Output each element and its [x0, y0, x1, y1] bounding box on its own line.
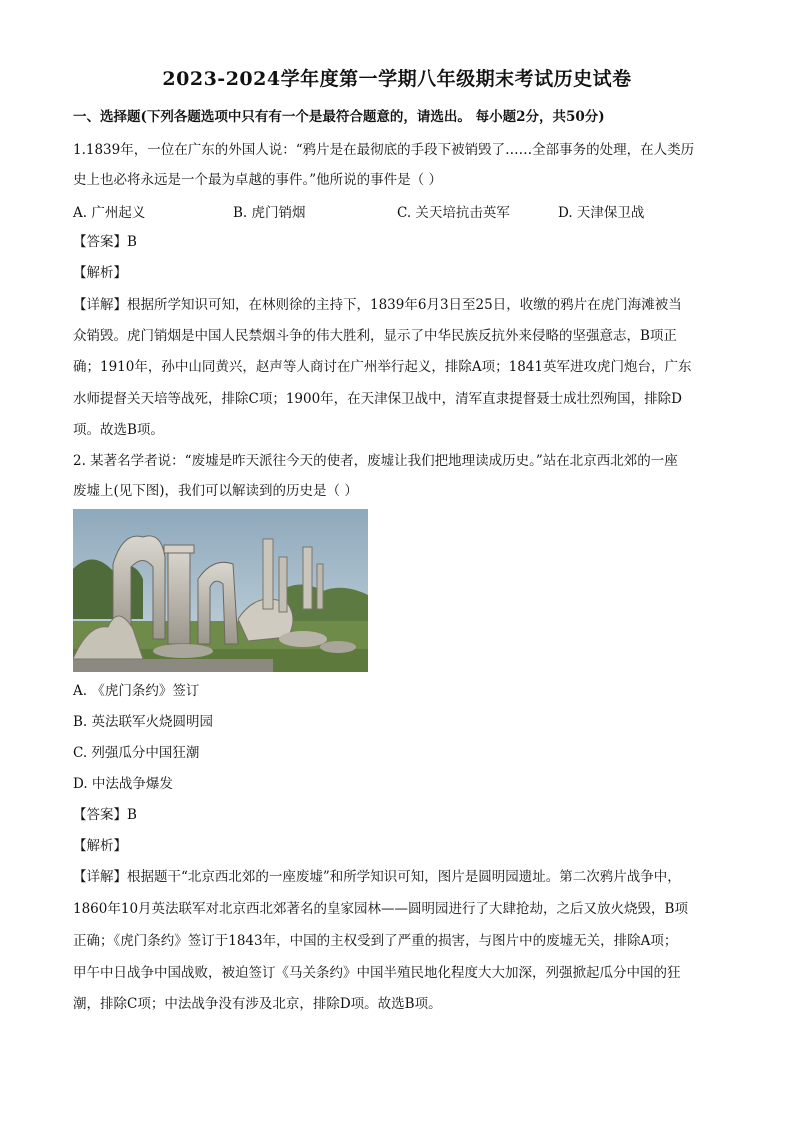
- ruins-photo: [73, 509, 368, 672]
- q2-option-b: B. 英法联军火烧圆明园: [73, 714, 214, 730]
- q2-detail-line-5: 潮，排除C项；中法战争没有涉及北京，排除D项。故选B项。: [73, 996, 442, 1012]
- q2-detail-line-4: 甲午中日战争中国战败，被迫签订《马关条约》中国半殖民地化程度大大加深，列强掀起瓜分中国的狂: [73, 965, 681, 981]
- q1-option-d: D. 天津保卫战: [558, 205, 645, 221]
- q1-detail-line-1: 【详解】根据所学知识可知，在林则徐的主持下，1839年6月3日至25日，收缴的鸦片在虎门海滩被当: [73, 297, 682, 313]
- q2-detail-line-3: 正确；《虎门条约》签订于1843年，中国的主权受到了严重的损害，与图片中的废墟无关，排除A项；: [73, 933, 678, 949]
- q1-option-a: A. 广州起义: [73, 205, 146, 221]
- q2-option-c: C. 列强瓜分中国狂潮: [73, 745, 200, 761]
- q1-detail-line-5: 项。故选B项。: [73, 422, 164, 438]
- q2-analysis-label: 【解析】: [73, 838, 127, 854]
- q1-detail-line-2: 众销毁。虎门销烟是中国人民禁烟斗争的伟大胜利，显示了中华民族反抗外来侵略的坚强意志，B项正: [73, 328, 677, 344]
- q2-stem-line-1: 2. 某著名学者说：“废墟是昨天派往今天的使者，废墟让我们把地理读成历史。”站在北京西北郊的一座: [73, 453, 678, 469]
- q1-analysis-label: 【解析】: [73, 265, 127, 281]
- q1-detail-line-3: 确；1910年，孙中山同黄兴，赵声等人商讨在广州举行起义，排除A项；1841英军进攻虎门炮台，广东: [73, 359, 692, 375]
- q2-option-d: D. 中法战争爆发: [73, 776, 173, 792]
- q1-answer: 【答案】B: [73, 234, 137, 250]
- q1-stem-line-1: 1.1839年，一位在广东的外国人说：“鸦片是在最彻底的手段下被销毁了……全部事务的处理，在人类历: [73, 142, 695, 158]
- section-heading: 一、选择题(下列各题选项中只有有一个是最符合题意的，请选出。 每小题2分，共50分): [73, 109, 605, 125]
- q1-option-c: C. 关天培抗击英军: [397, 205, 510, 221]
- q1-option-b: B. 虎门销烟: [233, 205, 306, 221]
- q2-option-a: A. 《虎门条约》签订: [73, 683, 200, 699]
- q1-detail-line-4: 水师提督关天培等战死，排除C项；1900年，在天津保卫战中，清军直隶提督聂士成壮烈殉国，排除D: [73, 391, 683, 407]
- q2-detail-line-1: 【详解】根据题干“北京西北郊的一座废墟”和所学知识可知，图片是圆明园遗址。第二次鸦片战争中，: [73, 869, 681, 885]
- page-title: 2023-2024学年度第一学期八年级期末考试历史试卷: [162, 68, 632, 90]
- q2-detail-line-2: 1860年10月英法联军对北京西北郊著名的皇家园林——圆明园进行了大肆抢劫，之后又放火烧毁，B项: [73, 901, 688, 917]
- q2-stem-line-2: 废墟上(见下图)，我们可以解读到的历史是（ ）: [73, 483, 358, 499]
- q2-answer: 【答案】B: [73, 807, 137, 823]
- q1-stem-line-2: 史上也必将永远是一个最为卓越的事件。”他所说的事件是（ ）: [73, 172, 442, 188]
